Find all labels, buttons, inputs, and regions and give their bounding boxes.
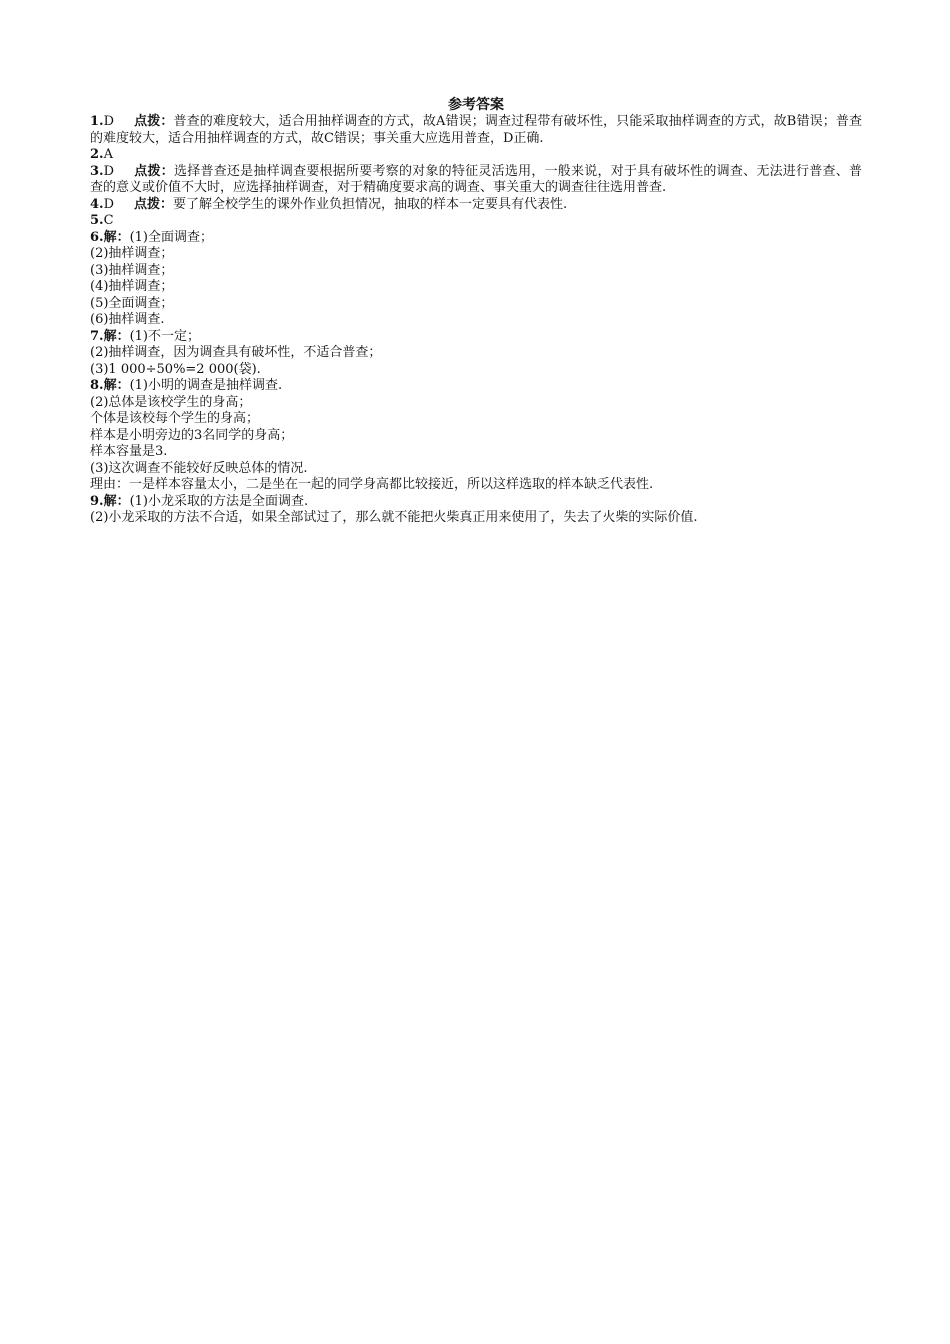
item-number: 4. xyxy=(90,196,104,212)
item-explanation: 选择普查还是抽样调查要根据所要考察的对象的特征灵活选用，一般来说，对于具有破坏性的调查、无法进行普查、普查的意义或价值不大时，应选择抽样调查，对于精确度要求高的调查、事关重大的调查往往选用普查. xyxy=(90,163,862,195)
item-number: 9. xyxy=(90,493,104,509)
solution-line: (2)抽样调查； xyxy=(90,246,174,261)
answer-item-4 xyxy=(90,197,862,214)
solution-line: (1)不一定； xyxy=(129,328,201,344)
item-number: 2. xyxy=(90,147,104,162)
item-tag: 点拨： xyxy=(134,114,174,129)
solution-line: (3)这次调查不能较好反映总体的情况. xyxy=(90,460,308,476)
solution-line: (1)小龙采取的方法是全面调查. xyxy=(129,493,309,509)
item-answer: D xyxy=(103,163,115,179)
item-answer: A xyxy=(103,147,113,162)
item-number: 3. xyxy=(90,163,104,179)
solution-line: (5)全面调查； xyxy=(90,295,174,311)
solution-line: (3)抽样调查； xyxy=(90,262,174,278)
page-title: 参考答案 xyxy=(448,97,504,113)
item-tag: 解： xyxy=(103,229,130,245)
answer-item-3 xyxy=(90,164,862,197)
item-number: 8. xyxy=(90,378,104,393)
solution-line: (2)小龙采取的方法不合适，如果全部试过了，那么就不能把火柴真正用来使用了，失去了火柴的实际价值. xyxy=(90,510,698,525)
solution-line: (6)抽样调查. xyxy=(90,312,165,327)
answer-item-7 xyxy=(90,329,862,346)
item-tag: 解： xyxy=(103,328,130,344)
answer-item-5 xyxy=(90,213,862,230)
item-number: 1. xyxy=(90,114,104,129)
answer-item-8 xyxy=(90,378,862,395)
item-tag: 解： xyxy=(103,378,130,393)
item-tag: 点拨： xyxy=(134,163,174,179)
item-tag: 解： xyxy=(103,493,130,509)
answer-item-2 xyxy=(90,147,862,164)
item-explanation: 要了解全校学生的课外作业负担情况，抽取的样本一定要具有代表性. xyxy=(173,196,568,212)
answer-page xyxy=(90,96,862,527)
item-tag: 点拨： xyxy=(134,196,174,212)
solution-line: 样本是小明旁边的3名同学的身高； xyxy=(90,427,294,443)
solution-line: 个体是该校每个学生的身高； xyxy=(90,411,260,426)
item-number: 6. xyxy=(90,229,104,245)
answer-item-1 xyxy=(90,114,862,147)
item-explanation: 普查的难度较大，适合用抽样调查的方式，故A错误；调查过程带有破坏性，只能采取抽样调查的方式，故B错误；普查的难度较大，适合用抽样调查的方式，故C错误；事关重大应选用普查，D正确. xyxy=(90,114,862,146)
answer-item-9 xyxy=(90,494,862,511)
solution-line: (1)小明的调查是抽样调查. xyxy=(129,378,283,393)
item-answer: C xyxy=(103,213,114,228)
solution-line: (1)全面调查； xyxy=(129,229,214,245)
solution-line: 理由：一是样本容量太小，二是坐在一起的同学身高都比较接近，所以这样选取的样本缺乏代表性. xyxy=(90,477,654,492)
item-answer: D xyxy=(103,114,115,129)
solution-line: (3)1 000÷50%=2 000(袋). xyxy=(90,361,261,377)
item-number: 5. xyxy=(90,213,104,228)
solution-line: (4)抽样调查； xyxy=(90,279,174,294)
answer-item-6 xyxy=(90,230,862,247)
solution-line: 样本容量是3. xyxy=(90,444,168,459)
solution-line: (2)抽样调查，因为调查具有破坏性，不适合普查； xyxy=(90,345,382,360)
item-number: 7. xyxy=(90,328,104,344)
item-answer: D xyxy=(103,196,115,212)
solution-line: (2)总体是该校学生的身高； xyxy=(90,394,252,410)
